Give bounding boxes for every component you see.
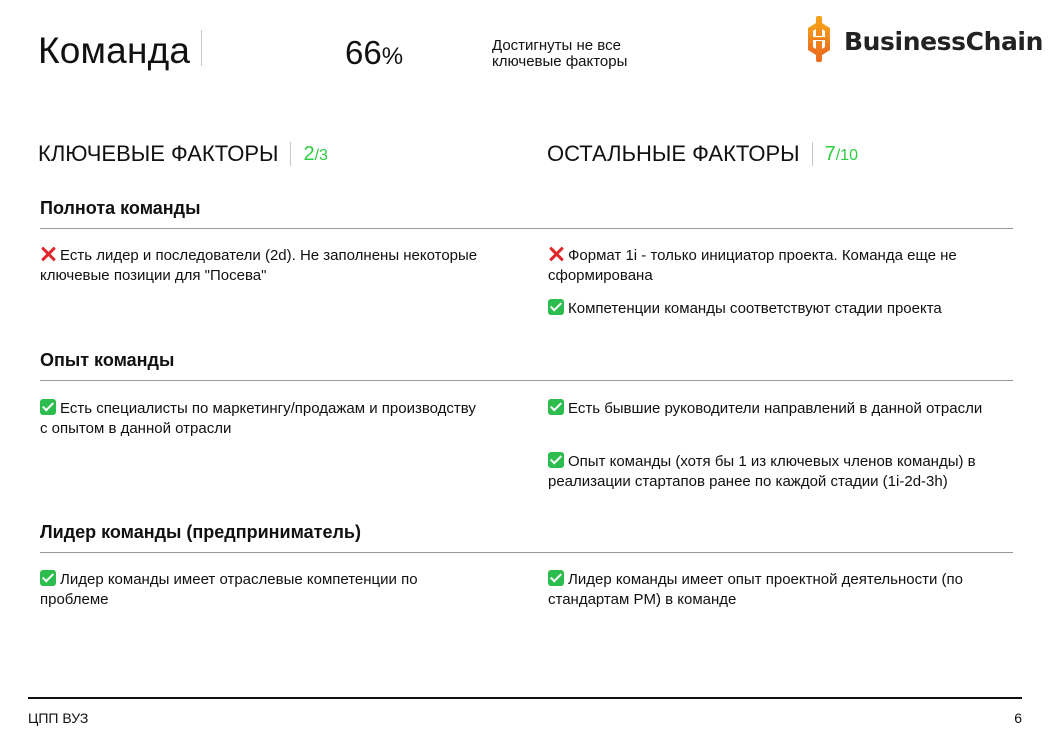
other-factors-label: ОСТАЛЬНЫЕ ФАКТОРЫ <box>547 141 800 166</box>
footer-label: ЦПП ВУЗ <box>28 710 89 726</box>
check-icon <box>40 399 56 415</box>
section-title: Полнота команды <box>40 198 201 218</box>
section-divider <box>40 552 1013 553</box>
other-factor-text: Лидер команды имеет опыт проектной деятельности (по стандартам PM) в команде <box>548 571 963 608</box>
other-factors-heading <box>547 141 858 167</box>
other-factor-text: Формат 1i - только инициатор проекта. Команда еще не сформирована <box>548 247 957 284</box>
section-title: Опыт команды <box>40 350 175 370</box>
check-icon <box>548 452 564 468</box>
other-factor-text: Компетенции команды соответствуют стадии проекта <box>568 300 942 317</box>
percent-symbol: % <box>381 43 404 70</box>
businesschain-logo-icon <box>804 14 834 69</box>
percent-value: 66 <box>345 34 382 71</box>
title-divider <box>201 30 202 66</box>
completion-percent <box>345 34 403 72</box>
key-factor-item <box>40 570 480 610</box>
key-factors-label: КЛЮЧЕВЫЕ ФАКТОРЫ <box>38 141 279 166</box>
cross-icon <box>40 246 56 262</box>
key-factor-item <box>40 246 480 286</box>
other-factor-text: Есть бывшие руководители направлений в данной отрасли <box>568 400 983 417</box>
key-factors-divider <box>290 142 291 166</box>
other-factor-text: Опыт команды (хотя бы 1 из ключевых членов команды) в реализации стартапов ранее по каждой стадии (1i-2d-3h) <box>548 453 976 490</box>
key-factors-score-value: 2 <box>303 142 315 165</box>
other-factors-score <box>825 143 858 166</box>
section-divider <box>40 380 1013 381</box>
key-factor-text: Есть специалисты по маркетингу/продажам и производству с опытом в данной отрасли <box>40 400 476 437</box>
section-divider <box>40 228 1013 229</box>
page-number: 6 <box>1014 710 1022 726</box>
page-title: Команда <box>38 30 191 71</box>
other-factors-score-total: /10 <box>835 146 858 164</box>
key-factors-score <box>303 143 327 166</box>
other-factor-item <box>548 452 1018 492</box>
check-icon <box>548 399 564 415</box>
other-factor-item <box>548 399 988 419</box>
logo-text: BusinessChain <box>844 27 1043 56</box>
section-title: Лидер команды (предприниматель) <box>40 522 361 542</box>
cross-icon <box>548 246 564 262</box>
status-text: Достигнуты не все ключевые факторы <box>492 37 628 70</box>
other-factors-divider <box>812 142 813 166</box>
key-factors-score-total: /3 <box>314 146 328 164</box>
key-factor-text: Лидер команды имеет отраслевые компетенции по проблеме <box>40 571 418 608</box>
key-factors-heading <box>38 141 328 167</box>
check-icon <box>40 570 56 586</box>
check-icon <box>548 299 564 315</box>
key-factor-text: Есть лидер и последователи (2d). Не заполнены некоторые ключевые позиции для "Посева" <box>40 247 478 284</box>
key-factor-item <box>40 399 480 439</box>
other-factor-item <box>548 570 988 610</box>
other-factors-score-value: 7 <box>824 142 836 165</box>
other-factor-item <box>548 299 988 319</box>
check-icon <box>548 570 564 586</box>
footer-divider <box>28 697 1022 699</box>
logo <box>804 14 1043 69</box>
other-factor-item <box>548 246 988 286</box>
